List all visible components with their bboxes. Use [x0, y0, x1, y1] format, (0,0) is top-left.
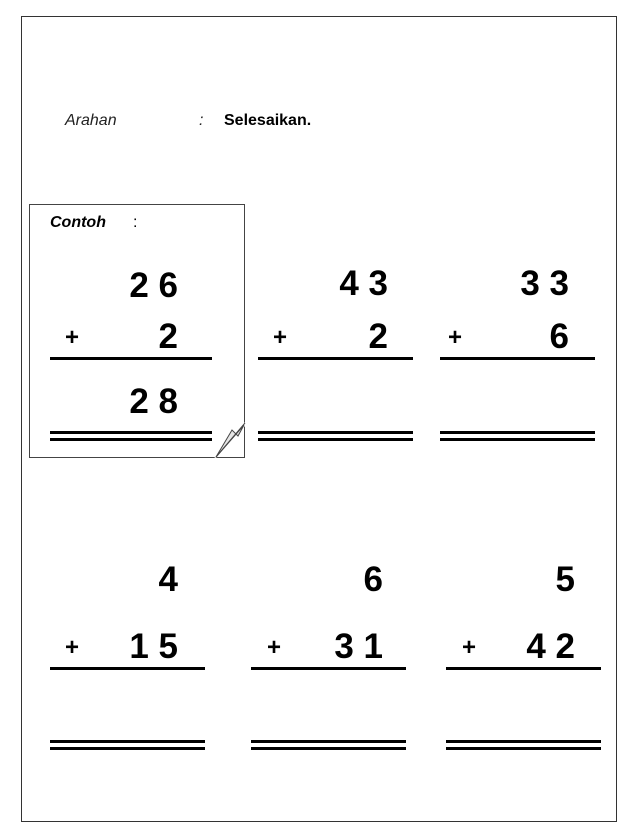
problem-3-top-number: 4 [158, 560, 178, 599]
problem-2-bottom-number: 6 [549, 317, 569, 356]
problem-3-plus-sign: + [65, 634, 80, 661]
problem-4-answer-line[interactable] [251, 740, 406, 750]
problem-5-answer-line[interactable] [446, 740, 601, 750]
problem-5-plus-sign: + [462, 634, 477, 661]
example-answer-line [50, 431, 212, 441]
problem-3-answer-line[interactable] [50, 740, 205, 750]
problem-4-bottom-number: 3 1 [334, 627, 383, 666]
problem-4-top-number: 6 [363, 560, 383, 599]
problem-3-bottom-number: 1 5 [129, 627, 178, 666]
example-sum-line [50, 357, 212, 360]
problem-1-plus-sign: + [273, 324, 288, 351]
problem-2-sum-line [440, 357, 595, 360]
example-top-number: 2 6 [129, 266, 178, 305]
example-colon: : [133, 214, 138, 231]
problem-1-answer-line[interactable] [258, 431, 413, 441]
problem-1-top-number: 4 3 [339, 264, 388, 303]
instruction-text: Selesaikan. [224, 112, 312, 129]
instruction-colon: : [199, 112, 204, 129]
example-plus-sign: + [65, 324, 80, 351]
problem-5-sum-line [446, 667, 601, 670]
problem-4-plus-sign: + [267, 634, 282, 661]
problem-1-sum-line [258, 357, 413, 360]
example-bottom-number: 2 [158, 317, 178, 356]
problem-1-bottom-number: 2 [368, 317, 388, 356]
page-curl-icon [214, 422, 246, 458]
problem-2-plus-sign: + [448, 324, 463, 351]
problem-5-bottom-number: 4 2 [526, 627, 575, 666]
problem-2-top-number: 3 3 [520, 264, 569, 303]
problem-2-answer-line[interactable] [440, 431, 595, 441]
problem-5-top-number: 5 [555, 560, 575, 599]
problem-3-sum-line [50, 667, 205, 670]
problem-4-sum-line [251, 667, 406, 670]
example-title: Contoh [50, 214, 106, 231]
example-answer: 2 8 [129, 382, 178, 421]
instruction-label: Arahan [65, 112, 117, 129]
